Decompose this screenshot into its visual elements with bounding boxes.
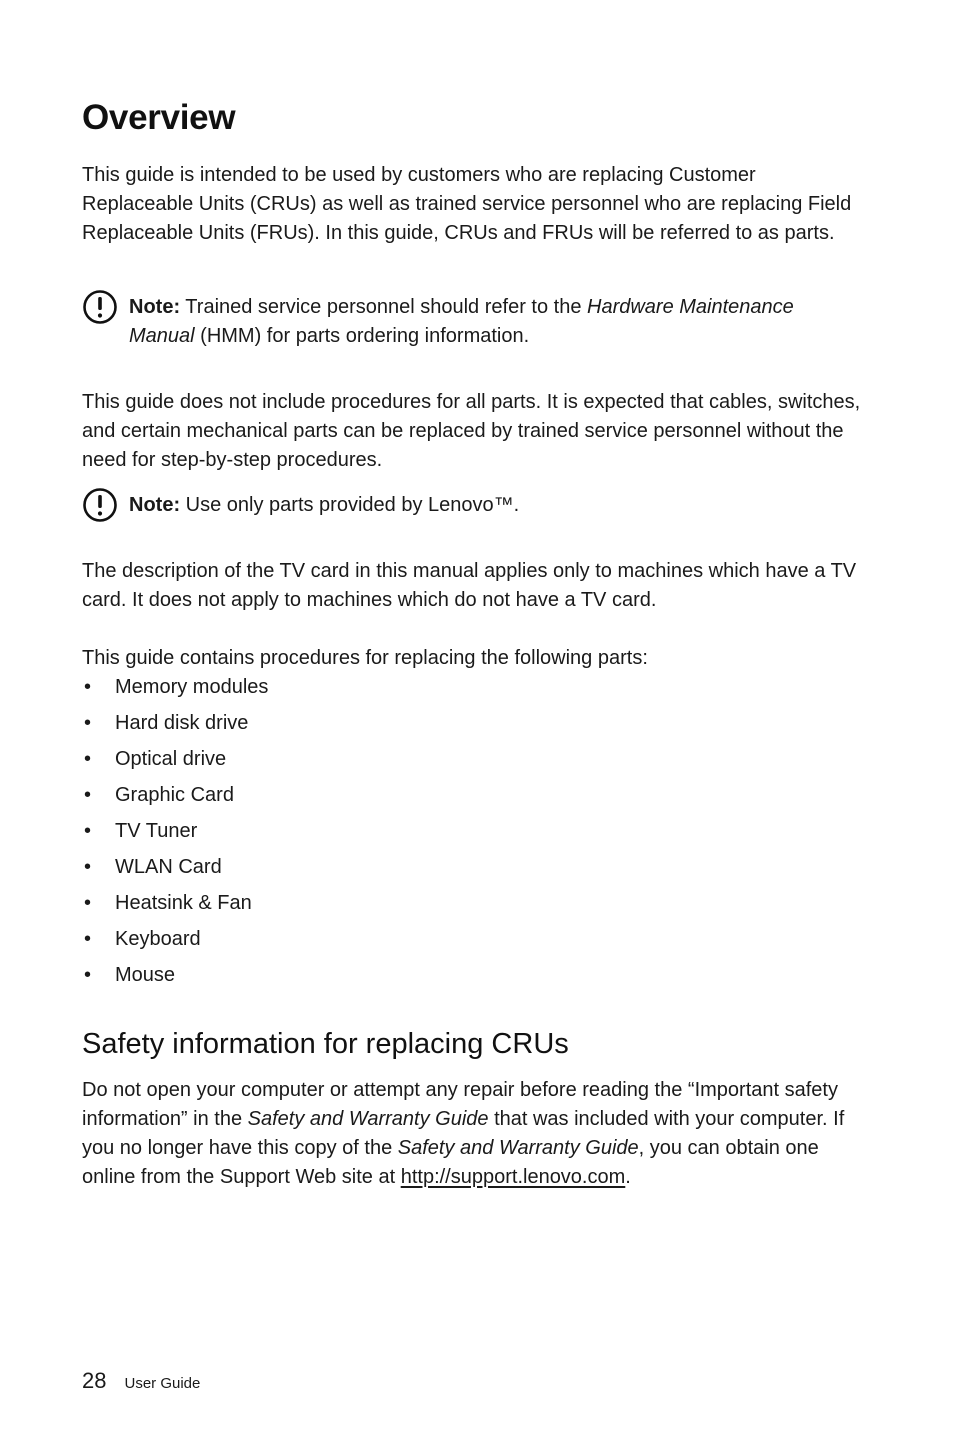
intro-paragraph: This guide is intended to be used by customers who are replacing Customer Replaceable Units (CRUs) as well as trained service personnel who are replacing Field Replaceable Units (FRUs). In this guide, CRUs and FRUs will be referred to as parts. (82, 164, 852, 244)
list-item-label: WLAN Card (115, 856, 222, 878)
list-item-label: Mouse (115, 964, 176, 986)
tv-card-paragraph: The description of the TV card in this manual applies only to machines which have a TV card. It does not apply to machines which do not have a TV card. (82, 560, 857, 611)
note-hmm (82, 293, 862, 351)
page-title: Overview (82, 98, 236, 137)
note-text-part: Use only parts provided by Lenovo™. (180, 494, 520, 516)
list-item-label: Graphic Card (115, 784, 234, 806)
list-item-label: Heatsink & Fan (115, 892, 252, 914)
list-item-label: Hard disk drive (115, 712, 249, 734)
bullet: • (84, 820, 92, 842)
attention-icon (82, 289, 118, 325)
bullet: • (84, 964, 92, 986)
page-number: 28 (82, 1368, 107, 1393)
hmm-title: Hardware Maintenance Manual (129, 296, 794, 347)
safety-paragraph (82, 1076, 862, 1192)
parts-scope-paragraph: This guide does not include procedures for all parts. It is expected that cables, switches, and certain mechanical parts can be replaced by trained service personnel without the need for step-by-step procedures. (82, 391, 861, 471)
safety-text: that was included with your computer. If you no longer have this copy of the (82, 1108, 845, 1159)
page-footer (82, 1368, 200, 1394)
list-item-label: Keyboard (115, 928, 201, 950)
note-lenovo-parts (82, 491, 862, 520)
safety-text: . (625, 1166, 631, 1188)
bullet: • (84, 676, 92, 698)
list-item-label: Memory modules (115, 676, 269, 698)
bullet: • (84, 712, 92, 734)
section-title-safety: Safety information for replacing CRUs (82, 1028, 569, 1060)
bullet: • (84, 928, 92, 950)
list-intro: This guide contains procedures for replacing the following parts: (82, 647, 648, 669)
support-link[interactable]: http://support.lenovo.com (400, 1166, 626, 1188)
note-label: Note: (129, 494, 181, 516)
note-text (129, 293, 862, 351)
footer-label: User Guide (124, 1375, 201, 1392)
list-item-label: Optical drive (115, 748, 227, 770)
bullet: • (84, 856, 92, 878)
bullet: • (84, 748, 92, 770)
guide-title: Safety and Warranty Guide (247, 1108, 489, 1130)
safety-text: , you can obtain one online from the Support Web site at (82, 1137, 819, 1188)
note-text-part: (HMM) for parts ordering information. (194, 325, 530, 347)
list-item-label: TV Tuner (115, 820, 198, 842)
note-label: Note: (129, 296, 181, 318)
note-text-part: Trained service personnel should refer to the (180, 296, 588, 318)
bullet: • (84, 892, 92, 914)
guide-title: Safety and Warranty Guide (397, 1137, 639, 1159)
note-text (129, 491, 862, 520)
bullet: • (84, 784, 92, 806)
safety-text: Do not open your computer or attempt any repair before reading the “Important safety information” in the (82, 1079, 838, 1130)
attention-icon (82, 487, 118, 523)
